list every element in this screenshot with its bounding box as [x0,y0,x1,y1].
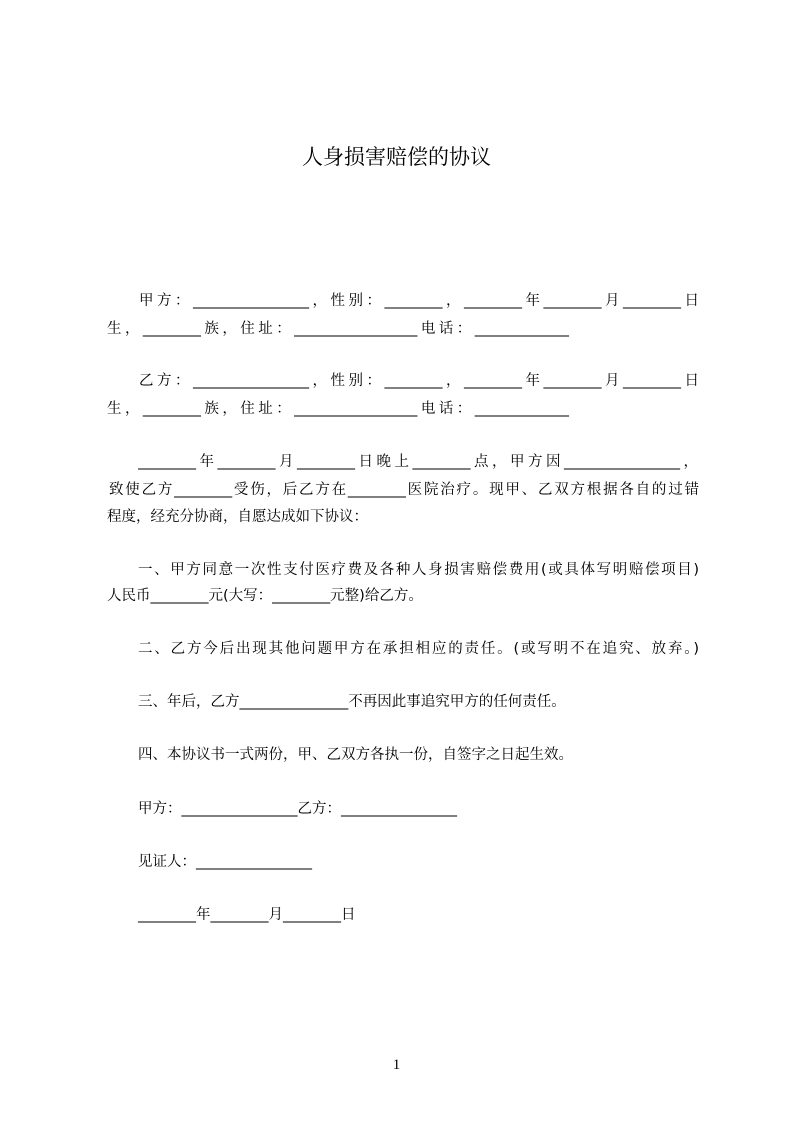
clause-3: 三、年后，乙方_______________不再因此事追究甲方的任何责任。 [138,694,566,710]
clause-2: 二、乙方今后出现其他问题甲方在承担相应的责任。(或写明不在追究、放弃。) [138,641,699,657]
party-signatures: 甲方：________________乙方：________________ [138,801,457,817]
incident-line-3: 程度，经充分协商，自愿达成如下协议： [107,509,368,525]
signature-date: ________年________月________日 [138,907,356,923]
party-a-line-1: 甲方：________________，性别：________，________年________月________日 [139,293,699,309]
page-number: 1 [392,1057,401,1073]
clause-4: 四、本协议书一式两份，甲、乙双方各执一份，自签字之日起生效。 [138,747,573,763]
clause-1-line-2: 人民币________元(大写：________元整)给乙方。 [107,588,423,604]
incident-line-1: ________年________月________日晚上________点，甲方因________________， [138,454,698,470]
incident-line-2: 致使乙方________受伤，后乙方在________医院治疗。现甲、乙双方根据各自的过错 [109,482,699,498]
witness-signature: 见证人：________________ [138,854,312,870]
party-b-line-1: 乙方：________________，性别：________，________年________月________日 [139,373,699,389]
party-b-line-2: 生，________族，住址：_________________电话：_____________ [107,401,569,417]
document-title: 人身损害赔偿的协议 [302,145,491,169]
party-a-line-2: 生，________族，住址：_________________电话：_____________ [107,321,569,337]
clause-1-line-1: 一、甲方同意一次性支付医疗费及各种人身损害赔偿费用(或具体写明赔偿项目) [138,562,699,578]
